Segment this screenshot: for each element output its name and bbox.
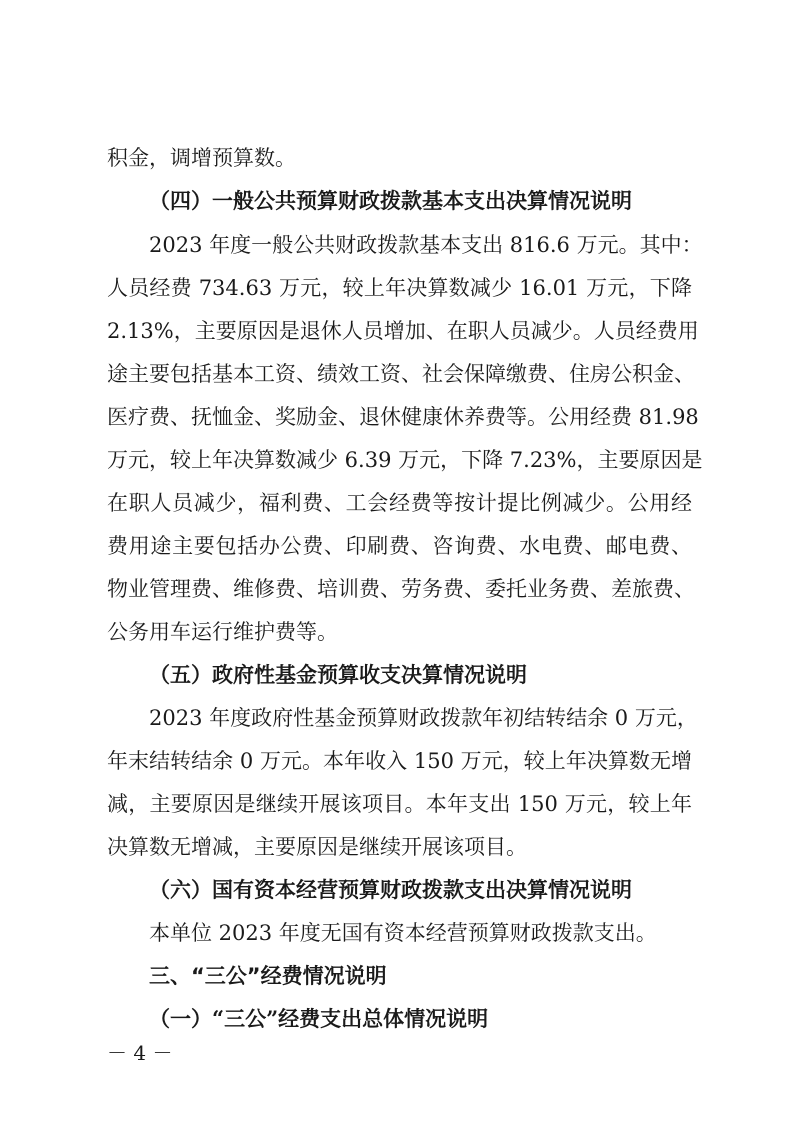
- body-text-line: 2023 年度政府性基金预算财政拨款年初结转结余 0 万元，: [149, 706, 698, 730]
- body-text-line: 减，主要原因是继续开展该项目。本年支出 150 万元，较上年: [107, 792, 692, 816]
- section-heading-5: （五）政府性基金预算收支决算情况说明: [149, 662, 527, 687]
- body-text-line: 医疗费、抚恤金、奖励金、退休健康休养费等。公用经费 81.98: [107, 405, 699, 429]
- body-text-line: 2.13%，主要原因是退休人员增加、在职人员减少。人员经费用: [107, 319, 699, 343]
- body-text-line: 年末结转结余 0 万元。本年收入 150 万元，较上年决算数无增: [107, 749, 692, 773]
- page-number: － 4 －: [107, 1041, 173, 1065]
- body-text-line: 物业管理费、维修费、培训费、劳务费、委托业务费、差旅费、: [107, 577, 695, 601]
- chapter-heading-3: 三、“三公”经费情况说明: [149, 964, 387, 988]
- section-heading-6: （六）国有资本经营预算财政拨款支出决算情况说明: [149, 877, 632, 902]
- body-text-line: 费用途主要包括办公费、印刷费、咨询费、水电费、邮电费、: [107, 534, 692, 558]
- body-text-line: 公务用车运行维护费等。: [107, 620, 338, 644]
- body-text-line: 在职人员减少，福利费、工会经费等按计提比例减少。公用经: [107, 491, 692, 515]
- body-text-line: 积金，调增预算数。: [107, 146, 296, 170]
- body-text-line: 途主要包括基本工资、绩效工资、社会保障缴费、住房公积金、: [107, 362, 695, 386]
- body-text-line: 万元，较上年决算数减少 6.39 万元，下降 7.23%，主要原因是: [107, 448, 703, 472]
- section-heading-4: （四）一般公共预算财政拨款基本支出决算情况说明: [149, 188, 632, 213]
- body-text-line: 本单位 2023 年度无国有资本经营预算财政拨款支出。: [149, 921, 657, 945]
- body-text-line: 决算数无增减，主要原因是继续开展该项目。: [107, 835, 527, 859]
- body-text-line: 2023 年度一般公共财政拨款基本支出 816.6 万元。其中：: [149, 233, 703, 257]
- section-heading-3-1: （一）“三公”经费支出总体情况说明: [149, 1006, 489, 1031]
- body-text-line: 人员经费 734.63 万元，较上年决算数减少 16.01 万元，下降: [107, 276, 692, 300]
